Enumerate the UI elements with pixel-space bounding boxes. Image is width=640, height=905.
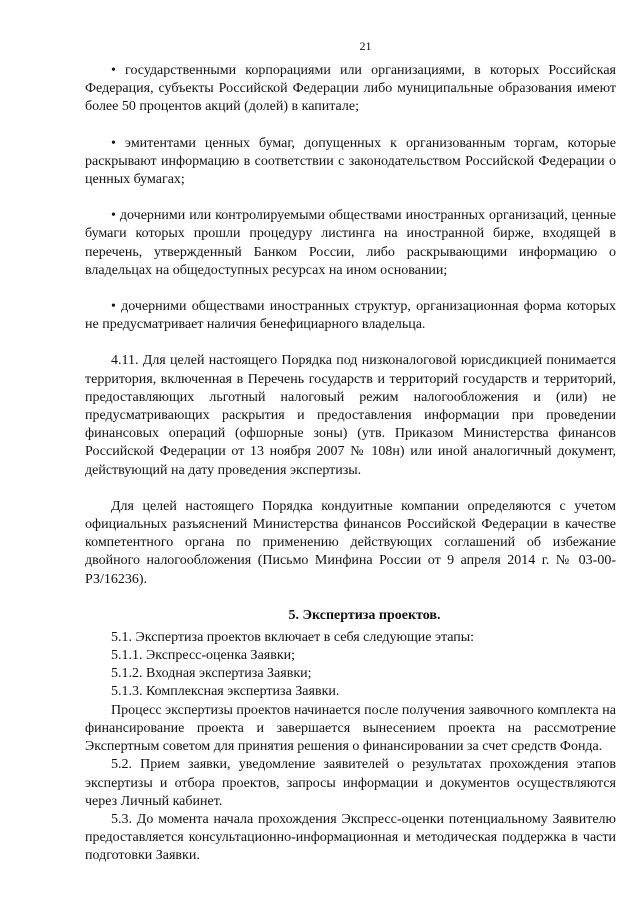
paragraph-5-1-3: 5.1.3. Комплексная экспертиза Заявки. [111, 684, 340, 700]
paragraph-process: Процесс экспертизы проектов начинается после получения заявочного комплекта на финансирование проекта и завершается вынесением проекта на рассмотрение Экспертным советом для принятия решения о финансировании за счет средств Фонда. [85, 702, 616, 755]
paragraph-5-2: 5.2. Прием заявки, уведомление заявителей о результатах прохождения этапов экспертизы и отбора проектов, запросы информации и документов осуществляются через Личный кабинет. [85, 757, 616, 809]
paragraph-5-1: 5.1. Экспертиза проектов включает в себя следующие этапы: [111, 629, 475, 645]
bullet-securities-issuers: • эмитентами ценных бумаг, допущенных к организованным торгам, которые раскрывают информацию в соответствии с законодательством Российской Федерации о ценных бумагах; [85, 135, 616, 188]
bullet-foreign-subsidiaries: • дочерними или контролируемыми обществами иностранных организаций, ценные бумаги которых прошли процедуру листинга на иностранной бирже, входящей в перечень, утвержденный Банком России, либо раскрывающими информацию о владельцах на общедоступных ресурсах на ином основании; [85, 208, 616, 278]
bullet-foreign-structures: • дочерними обществами иностранных структур, организационная форма которых не предусматривает наличия бенефициарного владельца. [85, 299, 616, 333]
page-number: 21 [359, 39, 372, 53]
paragraph-4-11: 4.11. Для целей настоящего Порядка под низконалоговой юрисдикцией понимается территория, включенная в Перечень государств и территорий государств и территорий, предоставляющих льготный налоговый режим налогообложения и (или) не предусматривающих раскрытия и предоставления информации при проведении финансовых операций (офшорные зоны) (утв. Приказом Министерства финансов Российской Федерации от 13 ноября 2007 № 108н) или иной аналогичный документ, действующий на дату проведения экспертизы. [85, 353, 616, 478]
paragraph-5-1-2: 5.1.2. Входная экспертиза Заявки; [111, 666, 312, 682]
section-5-heading: 5. Экспертиза проектов. [288, 607, 441, 623]
paragraph-5-1-1: 5.1.1. Экспресс-оценка Заявки; [111, 648, 296, 664]
paragraph-5-3: 5.3. До момента начала прохождения Экспресс-оценки потенциальному Заявителю предоставляется консультационно-информационная и методическая поддержка в части подготовки Заявки. [85, 811, 616, 864]
paragraph-conduit-companies: Для целей настоящего Порядка кондуитные компании определяются с учетом официальных разъяснений Министерства финансов Российской Федерации в качестве компетентного органа по применению действующих соглашений об избежание двойного налогообложения (Письмо Минфина России от 9 апреля 2014 г. № 03-00-РЗ/16236). [85, 498, 616, 587]
bullet-state-corporations: • государственными корпорациями или организациями, в которых Российская Федерация, субъекты Российской Федерации либо муниципальные образования имеют более 50 процентов акций (долей) в капитале; [85, 63, 616, 115]
